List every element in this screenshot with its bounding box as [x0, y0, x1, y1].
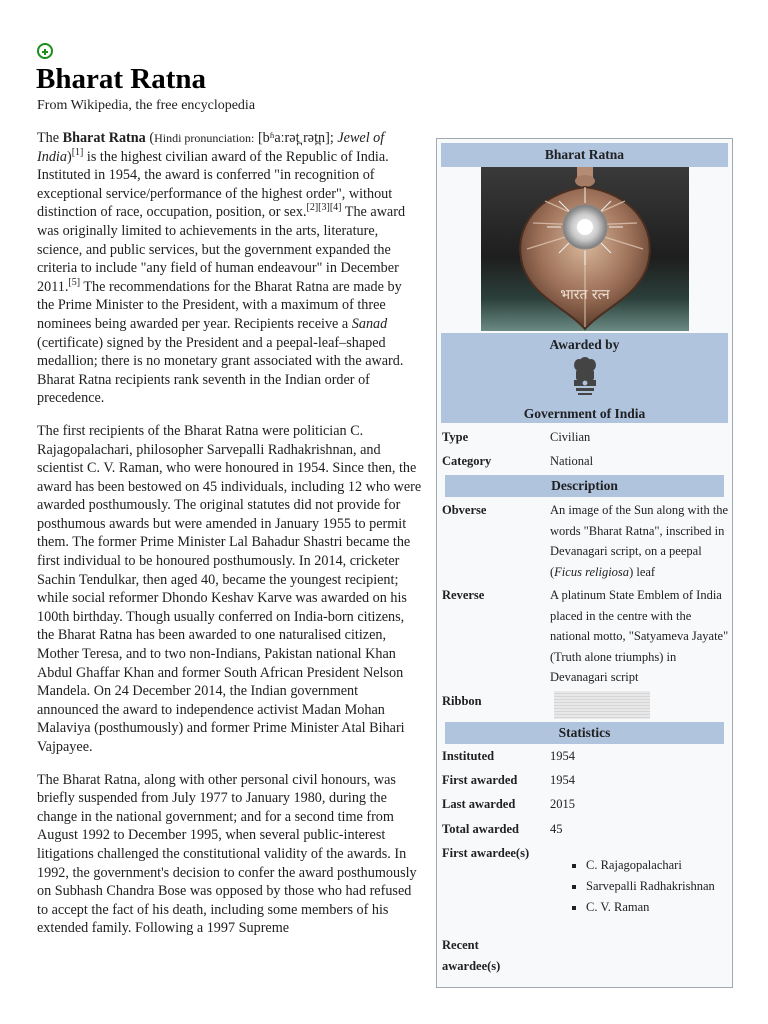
obverse-row	[442, 500, 728, 582]
intro-paragraph-2: The first recipients of the Bharat Ratna were politician C. Rajagopalachari, philosopher Sarvepalli Radhakrishnan, and scientist C. V. Raman, who were honoured in 1954. Since then, the award has been bestowed on 45 individuals, including 12 who were awarded posthumously. The original statutes did not provide for posthumous awards but were amended in January 1955 to permit them. The former Prime Minister Lal Bahadur Shastri became the first individual to be honoured posthumously. In 2014, cricketer Sachin Tendulkar, then aged 40, became the youngest recipient; while social reformer Dhondo Keshav Karve was awarded on his 100th birthday. Though usually conferred on India-born citizens, the Bharat Ratna has been awarded to one naturalised citizen, Mother Teresa, and to two non-Indians, Pakistan national Khan Abdul Ghaffar Khan and former South African President Nelson Mandela. On 24 December 2014, the Indian government announced the award to independence activist Madan Mohan Malaviya (posthumously) and former Prime Minister Atal Bihari Vajpayee.	[37, 422, 422, 755]
total-awarded-label: Total awarded	[442, 822, 519, 836]
hindi-pronunciation-link[interactable]: Hindi pronunciation:	[154, 131, 255, 145]
obverse-label: Obverse	[442, 503, 487, 517]
first-awarded-label: First awarded	[442, 773, 518, 787]
awardee-list-item[interactable]: C. Rajagopalachari	[572, 855, 715, 876]
peepal-leaf-medal-icon	[481, 167, 689, 331]
ribbon-label: Ribbon	[442, 694, 482, 708]
infobox-title: Bharat Ratna	[441, 143, 728, 167]
page-title: Bharat Ratna	[36, 63, 206, 95]
type-row	[442, 427, 728, 449]
description-header: Description	[445, 475, 724, 497]
last-awarded-value: 2015	[550, 797, 575, 811]
citation-ref[interactable]: [1]	[71, 146, 84, 158]
recent-awardees-row	[442, 935, 728, 977]
total-awarded-value: 45	[550, 822, 563, 836]
ribbon-row	[442, 691, 728, 721]
intro-paragraph-3: The Bharat Ratna, along with other personal civil honours, was briefly suspended from July 1977 to January 1980, during the change in the national government; and for a second time from August 1992 to December 1995, when several public-interest litigations challenged the constitutional validity of the awards. In 1992, the government's decision to confer the award posthumously on Subhash Chandra Bose was opposed by those who had refused to accept the fact of his death, including some members of his extended family. Following a 1997 Supreme	[37, 771, 417, 937]
sanad-term: Sanad	[351, 315, 388, 332]
name-gloss: Jewel of India	[37, 130, 385, 165]
first-awarded-value: 1954	[550, 773, 575, 787]
category-row	[442, 451, 728, 473]
first-awardees-list	[442, 855, 728, 923]
intro-paragraph-1: The Bharat Ratna (Hindi pronunciation: [bʱaːrət̪ rət̪n]; Jewel of India)[1] is the highest civilian award of the Republic of India. Instituted in 1954, the award is conferred "in recognition of exceptional service/performance of the highest order", without distinction of race, occupation, position, or sex.[2][3][4] The award was originally limited to achievements in the arts, literature, science, and public services, but the government expanded the criteria to include "any field of human endeavour" in December 2011.[5] The recommendations for the Bharat Ratna are made by the Prime Minister to the President, with a maximum of three nominees being awarded per year. Recipients receive a Sanad (certificate) signed by the President and a peepal-leaf–shaped medallion; there is no monetary grant associated with the award. Bharat Ratna recipients rank seventh in the Indian order of precedence.	[37, 130, 406, 407]
reverse-row	[442, 585, 729, 684]
state-emblem-icon[interactable]	[572, 355, 598, 399]
last-awarded-row	[442, 794, 728, 816]
expand-plus-icon[interactable]	[37, 43, 53, 59]
ribbon-image[interactable]	[554, 691, 650, 719]
first-awardees-label: First awardee(s)	[442, 846, 530, 860]
statistics-header: Statistics	[445, 722, 724, 744]
type-label: Type	[442, 430, 469, 444]
awarded-by-value[interactable]: Government of India	[523, 406, 646, 421]
ficus-religiosa-link[interactable]: Ficus religiosa	[554, 564, 630, 579]
awardee-list-item[interactable]: Sarvepalli Radhakrishnan	[572, 876, 715, 897]
reverse-label: Reverse	[442, 588, 485, 602]
citation-ref[interactable]: [2][3][4]	[306, 202, 342, 214]
last-awarded-label: Last awarded	[442, 797, 516, 811]
recent-awardees-label: Recent awardee(s)	[442, 938, 501, 973]
awarded-by-label: Awarded by	[549, 337, 620, 352]
infobox	[436, 138, 733, 988]
awardee-list-item[interactable]: C. V. Raman	[572, 897, 715, 918]
instituted-value: 1954	[550, 749, 575, 763]
medal-image[interactable]	[481, 167, 689, 331]
subject-name: Bharat Ratna	[62, 130, 146, 146]
page-tagline: From Wikipedia, the free encyclopedia	[37, 98, 256, 113]
medal-inscription: भारत रत्न	[560, 287, 610, 303]
awarded-by-section	[441, 333, 728, 423]
first-awarded-row	[442, 770, 728, 792]
total-awarded-row	[442, 819, 728, 841]
instituted-row	[442, 746, 728, 768]
ipa-transcription: [bʱaːrət̪ rət̪n];	[254, 130, 334, 146]
obverse-value: An image of the Sun along with the words "Bharat Ratna", inscribed in Devanagari script, on a peepal (Ficus religiosa) leaf	[550, 503, 729, 579]
article-body	[37, 129, 422, 952]
type-value: Civilian	[550, 430, 591, 444]
citation-ref[interactable]: [5]	[68, 276, 81, 288]
category-value: National	[550, 454, 594, 468]
reverse-value: A platinum State Emblem of India placed in the centre with the national motto, "Satyameva Jayate" (Truth alone triumphs) in Devanagari script	[550, 588, 729, 684]
instituted-label: Instituted	[442, 749, 495, 763]
category-label: Category	[442, 454, 492, 468]
